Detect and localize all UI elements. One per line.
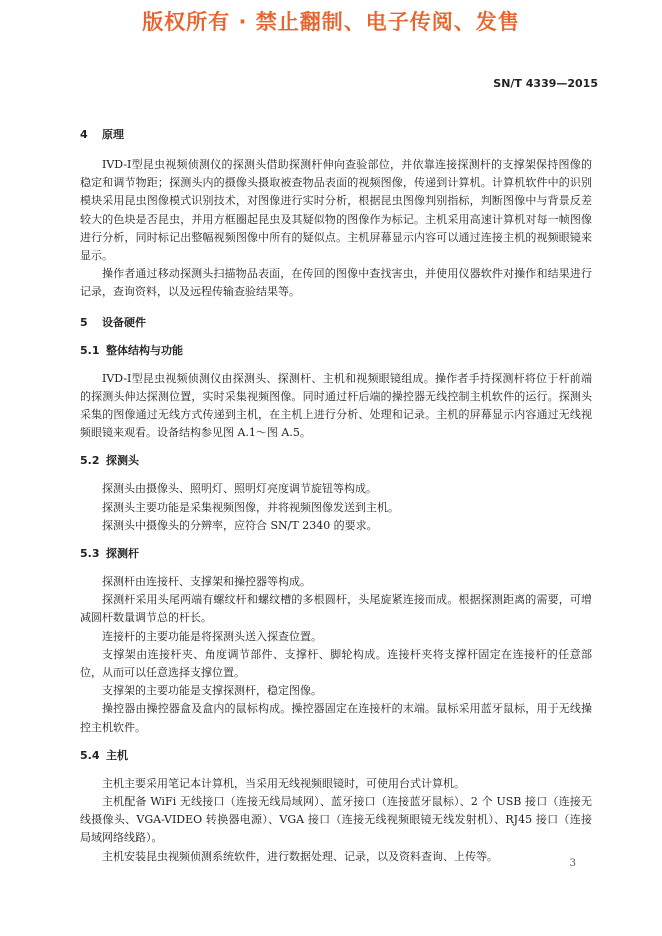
section-number: 5.1 <box>80 343 100 357</box>
paragraph: IVD-I型昆虫视频侦测仪的探测头借助探测杆伸向查验部位，并依靠连接探测杆的支撑架保持图像的稳定和调节物距；探测头内的摄像头摄取被查物品表面的视频图像，传递到计算机。计算机软件中的识别模块采用昆虫图像模式识别技术，对图像进行实时分析，根据昆虫图像判别指标，判断图像中与背景反差较大的色块是否昆虫，并用方框圈起昆虫及其疑似物的图像作为标记。主机采用高速计算机对每一帧图像进行分析，同时标记出整幅视频图像中所有的疑似点。主机屏幕显示内容可以通过连接主机的视频眼镜来显示。 <box>80 158 592 263</box>
section-title: 探测杆 <box>106 547 139 561</box>
paragraph: 主机配备 WiFi 无线接口（连接无线局域网）、蓝牙接口（连接蓝牙鼠标）、2 个 USB 接口（连接无线摄像头、VGA-VIDEO 转换器电源）、VGA 接口（连接无线视频眼镜无线发射机）、RJ45 接口（连接局域网络线路）。 <box>80 795 592 845</box>
section-number: 4 <box>80 128 88 141</box>
section-title: 设备硬件 <box>102 315 146 329</box>
standard-code: SN/T 4339—2015 <box>493 77 598 90</box>
section-title: 整体结构与功能 <box>106 343 183 357</box>
paragraph: 主机安装昆虫视频侦测系统软件，进行数据处理、记录，以及资料查询、上传等。 <box>102 849 498 863</box>
section-heading-4 <box>80 126 592 144</box>
section-title: 主机 <box>106 748 128 762</box>
paragraph: 探测头由摄像头、照明灯、照明灯亮度调节旋钮等构成。 <box>102 482 377 496</box>
section-heading-5-3 <box>80 545 592 563</box>
section-title: 原理 <box>102 128 124 141</box>
paragraph: 探测杆采用头尾两端有螺纹杆和螺纹槽的多根圆杆，头尾旋紧连接而成。根据探测距离的需要，可增减圆杆数量调节总的杆长。 <box>80 593 592 625</box>
document-body <box>80 126 592 866</box>
page-number: 3 <box>569 858 576 869</box>
paragraph: 操作者通过移动探测头扫描物品表面，在传回的图像中查找害虫，并使用仪器软件对操作和结果进行记录，查询资料，以及远程传输查验结果等。 <box>80 267 592 299</box>
section-heading-5-4 <box>80 747 592 765</box>
paragraph: IVD-I型昆虫视频侦测仪由探测头、探测杆、主机和视频眼镜组成。操作者手持探测杆将位于杆前端的探测头伸达探测位置，实时采集视频图像。同时通过杆后端的操控器无线控制主机软件的运行。探测头采集的图像通过无线方式传递到主机，在主机上进行分析、处理和记录。主机的屏幕显示内容通过无线视频眼镜来观看。设备结构参见图 A.1～图 A.5。 <box>80 371 592 440</box>
section-number: 5 <box>80 315 88 329</box>
section-heading-5 <box>80 314 592 332</box>
paragraph: 支撑架由连接杆夹、角度调节部件、支撑杆、脚轮构成。连接杆夹将支撑杆固定在连接杆的任意部位，从而可以任意选择支撑位置。 <box>80 647 592 680</box>
section-number: 5.2 <box>80 454 100 468</box>
section-number: 5.3 <box>80 547 100 561</box>
watermark-banner: 版权所有 · 禁止翻制、电子传阅、发售 <box>142 10 520 34</box>
paragraph: 探测头中摄像头的分辨率，应符合 SN/T 2340 的要求。 <box>102 518 378 532</box>
section-heading-5-2 <box>80 452 592 470</box>
paragraph: 支撑架的主要功能是支撑探测杆，稳定图像。 <box>102 684 322 698</box>
section-heading-5-1 <box>80 342 592 360</box>
paragraph: 探测头主要功能是采集视频图像，并将视频图像发送到主机。 <box>102 500 399 514</box>
paragraph: 主机主要采用笔记本计算机，当采用无线视频眼镜时，可使用台式计算机。 <box>102 776 465 790</box>
paragraph: 连接杆的主要功能是将探测头送入探查位置。 <box>102 629 322 643</box>
paragraph: 操控器由操控器盒及盒内的鼠标构成。操控器固定在连接杆的末端。鼠标采用蓝牙鼠标，用于无线操控主机软件。 <box>80 702 592 734</box>
section-title: 探测头 <box>106 454 139 468</box>
paragraph: 探测杆由连接杆、支撑架和操控器等构成。 <box>102 575 311 589</box>
section-number: 5.4 <box>80 748 100 762</box>
